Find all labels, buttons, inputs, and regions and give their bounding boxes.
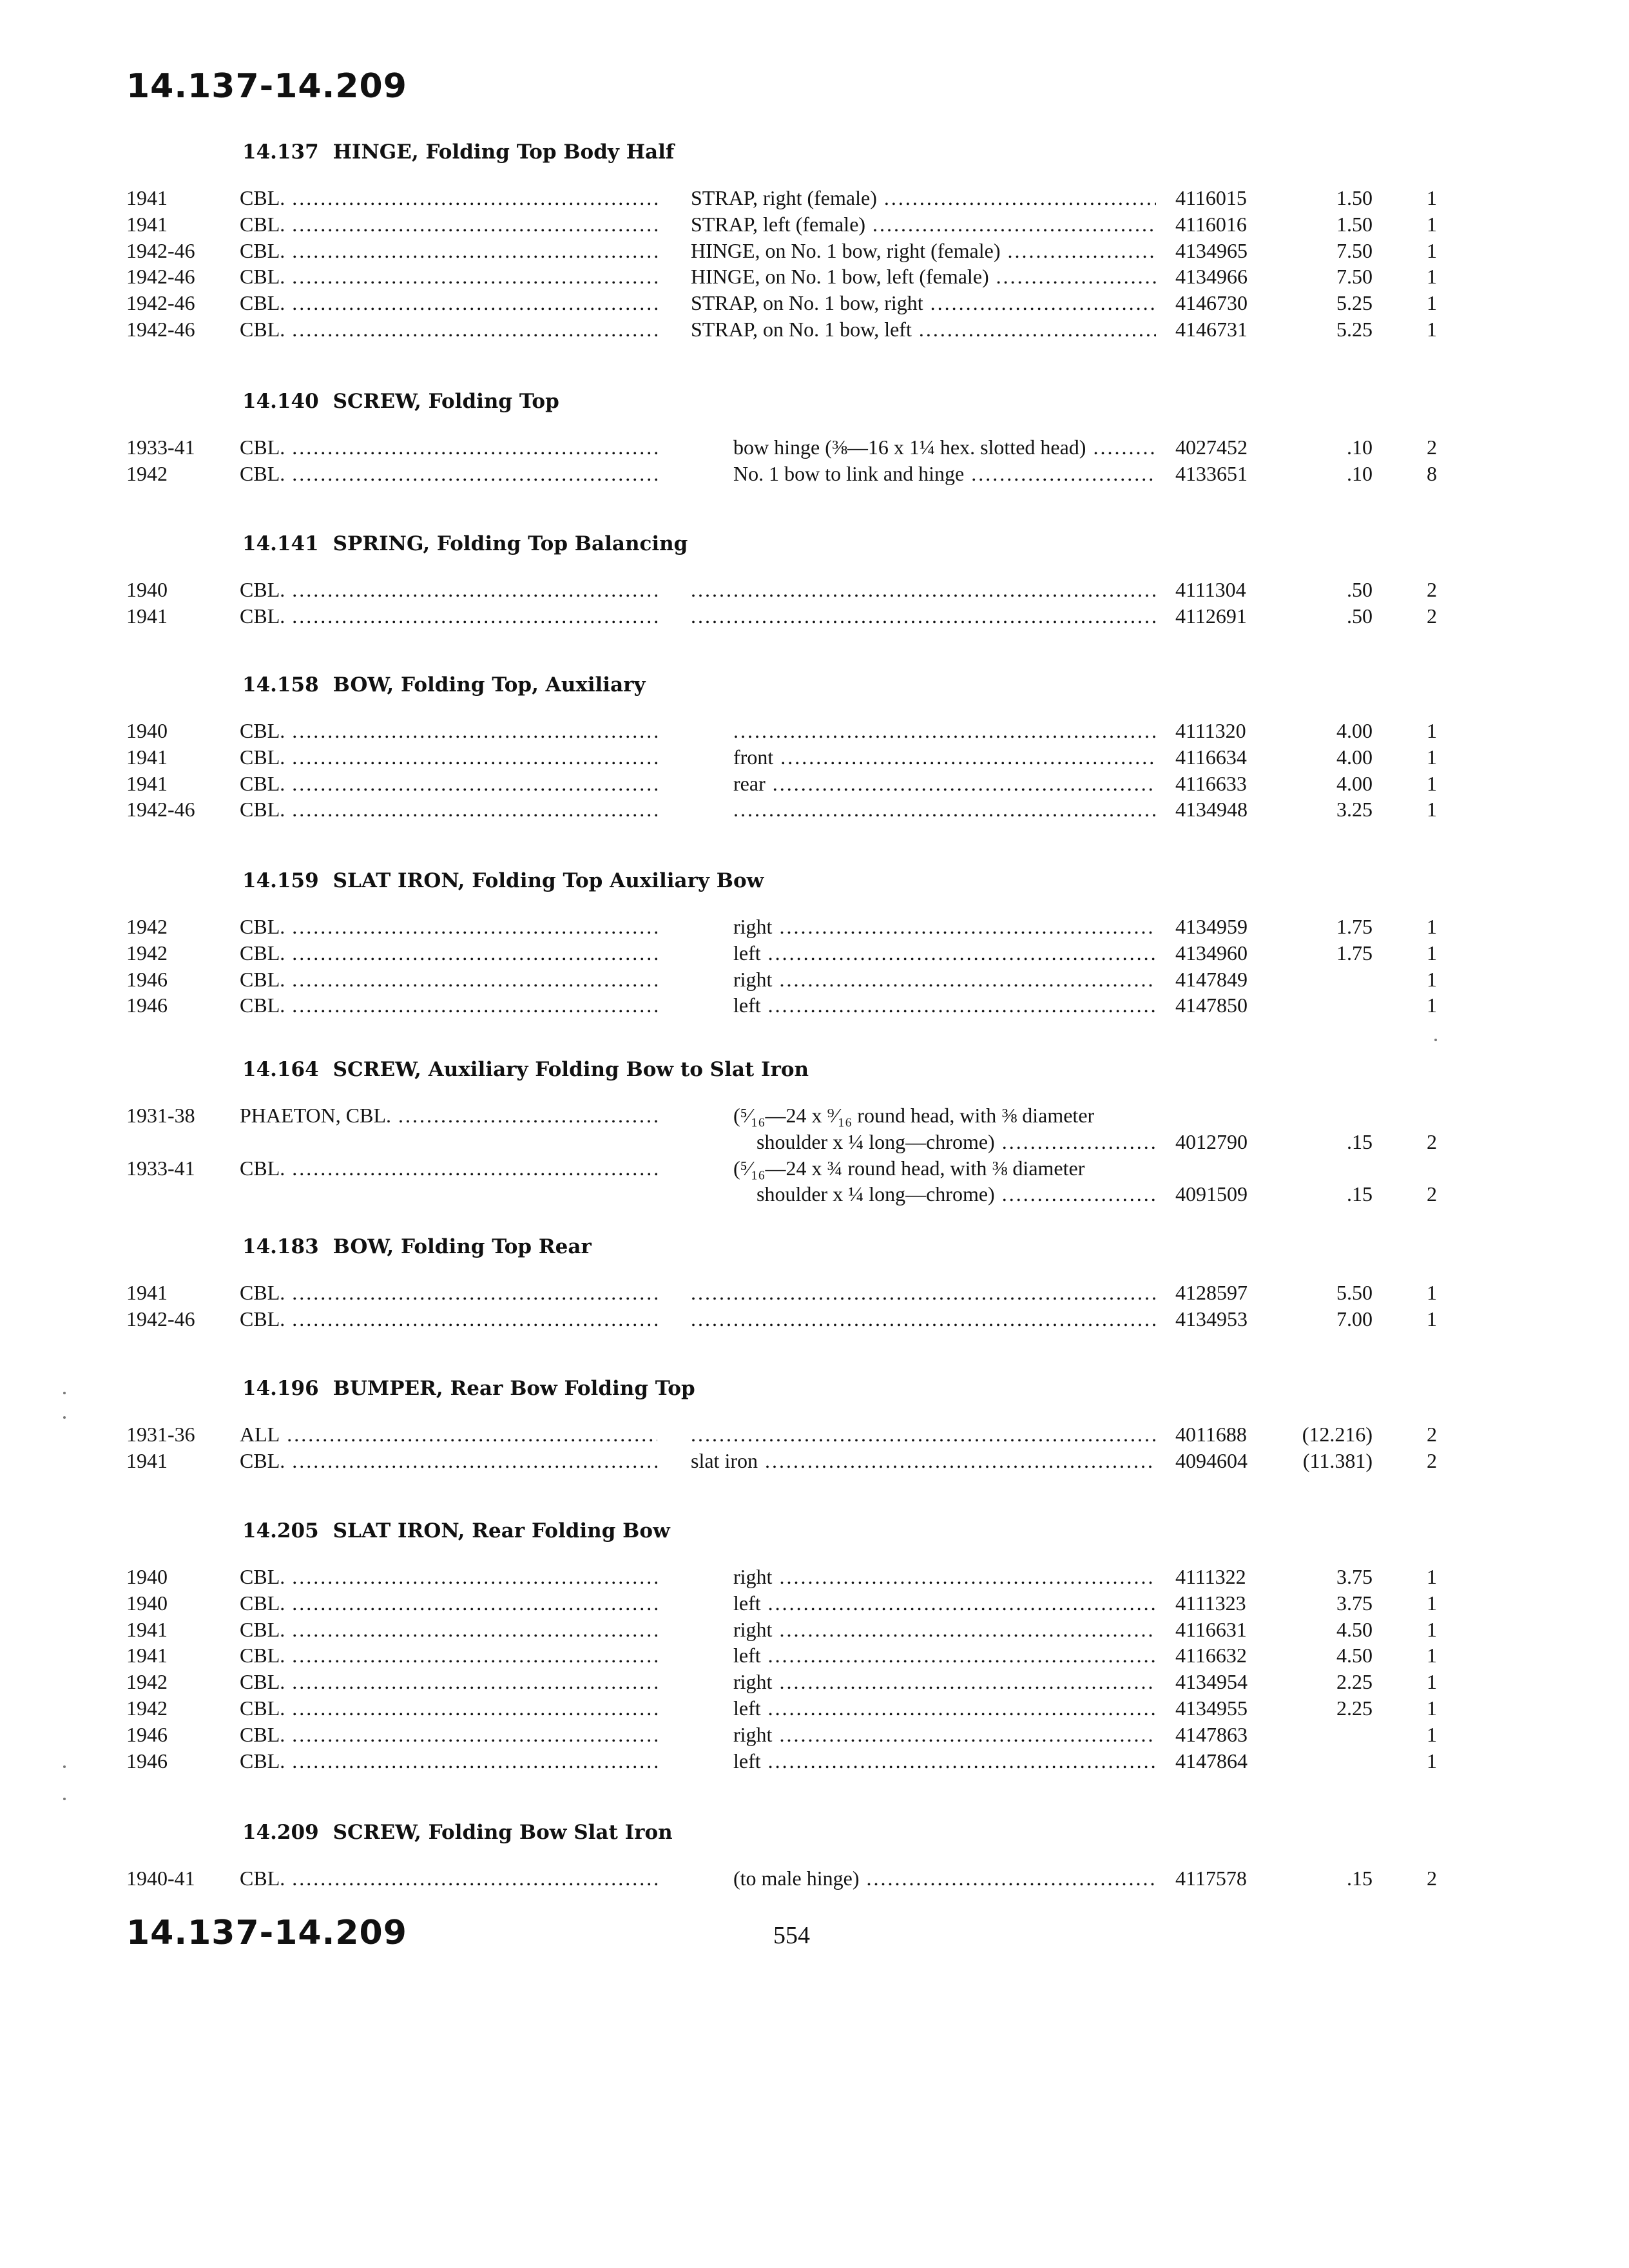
year-cell: 1941 <box>126 745 168 769</box>
year-cell: 1941 <box>126 1644 168 1667</box>
page-number: 554 <box>773 1922 810 1949</box>
price-cell: (12.216) <box>1302 1423 1373 1446</box>
quantity-cell: 1 <box>1427 238 1437 262</box>
part-number-cell: 4116634 <box>1175 745 1247 769</box>
section-number: 14.159 <box>242 869 319 892</box>
model-cell: CBL. ..... <box>240 237 657 264</box>
table-row <box>0 1563 1629 1590</box>
description-cell: right ..... <box>733 1721 1156 1748</box>
description-cell <box>733 717 1156 744</box>
table-row <box>0 796 1629 823</box>
section-number: 14.137 <box>242 140 319 164</box>
part-number-cell: 4146730 <box>1175 291 1248 315</box>
model-cell: CBL. ..... <box>240 1447 657 1474</box>
table-row <box>0 1102 1629 1129</box>
model-cell: CBL. ..... <box>240 913 657 940</box>
description-cell: HINGE, on No. 1 bow, right (female) ..... <box>691 237 1156 264</box>
quantity-cell: 1 <box>1427 1749 1437 1773</box>
price-cell: 4.50 <box>1336 1617 1373 1641</box>
part-number-cell: 4134955 <box>1175 1696 1248 1720</box>
description-cell: HINGE, on No. 1 bow, left (female) ..... <box>691 263 1156 290</box>
part-number-cell: 4111323 <box>1175 1591 1246 1615</box>
description-cell: slat iron ..... <box>691 1447 1156 1474</box>
section-name: BUMPER, Rear Bow Folding Top <box>333 1377 695 1400</box>
part-number-cell: 4134954 <box>1175 1670 1248 1694</box>
quantity-cell: 2 <box>1427 1448 1437 1472</box>
year-cell: 1940 <box>126 1591 168 1615</box>
quantity-cell: 1 <box>1427 771 1437 795</box>
price-cell: .15 <box>1347 1182 1373 1206</box>
quantity-cell: 1 <box>1427 291 1437 315</box>
table-row <box>0 992 1629 1019</box>
year-cell: 1942 <box>126 941 168 965</box>
year-cell: 1941 <box>126 1448 168 1472</box>
table-row <box>0 939 1629 966</box>
section-title <box>242 1235 592 1258</box>
description-cell: right ..... <box>733 966 1156 993</box>
description-cell: front ..... <box>733 744 1156 771</box>
price-cell: (11.381) <box>1302 1448 1373 1472</box>
model-cell: CBL. ..... <box>240 796 657 823</box>
part-number-cell: 4134965 <box>1175 238 1248 262</box>
table-row <box>0 913 1629 940</box>
table-row <box>0 1695 1629 1722</box>
price-cell: 7.00 <box>1336 1307 1373 1331</box>
description-cell: left ..... <box>733 1747 1156 1774</box>
part-number-cell: 4133651 <box>1175 461 1248 485</box>
section-name: SCREW, Folding Bow Slat Iron <box>333 1821 673 1844</box>
part-number-cell: 4147864 <box>1175 1749 1248 1773</box>
table-row <box>0 744 1629 771</box>
quantity-cell: 8 <box>1427 461 1437 485</box>
table-row <box>0 460 1629 487</box>
year-cell: 1942-46 <box>126 1307 195 1331</box>
section-title <box>242 140 674 164</box>
model-cell: PHAETON, CBL. ..... <box>240 1102 657 1129</box>
year-cell: 1942-46 <box>126 265 195 289</box>
model-cell: CBL. ..... <box>240 1279 657 1306</box>
table-row <box>0 717 1629 744</box>
model-cell: CBL. ..... <box>240 1695 657 1722</box>
description-cell: STRAP, left (female) ..... <box>691 211 1156 238</box>
table-row <box>0 1421 1629 1448</box>
table-row-continued <box>0 1180 1629 1207</box>
quantity-cell: 1 <box>1427 1670 1437 1694</box>
description-cell <box>691 1279 1156 1306</box>
model-cell: CBL. ..... <box>240 1305 657 1332</box>
table-row <box>0 184 1629 211</box>
quantity-cell: 1 <box>1427 1307 1437 1331</box>
table-row <box>0 1590 1629 1617</box>
table-row <box>0 263 1629 290</box>
price-cell: .50 <box>1347 604 1373 628</box>
description-cell: right ..... <box>733 1616 1156 1643</box>
year-cell: 1940 <box>126 719 168 742</box>
description-cell: bow hinge (⅜—16 x 1¼ hex. slotted head) ..... <box>733 434 1156 461</box>
quantity-cell: 1 <box>1427 212 1437 236</box>
table-row <box>0 602 1629 629</box>
part-number-cell: 4134948 <box>1175 798 1248 822</box>
price-cell: 4.00 <box>1336 719 1373 742</box>
model-cell: CBL. ..... <box>240 1642 657 1669</box>
part-number-cell: 4012790 <box>1175 1129 1248 1153</box>
description-cell: left ..... <box>733 939 1156 966</box>
part-number-cell: 4111304 <box>1175 578 1246 601</box>
year-cell: 1942-46 <box>126 798 195 822</box>
model-cell: CBL. ..... <box>240 1563 657 1590</box>
year-cell: 1941 <box>126 212 168 236</box>
description-cell: right ..... <box>733 913 1156 940</box>
section-number: 14.205 <box>242 1519 319 1542</box>
part-number-cell: 4147863 <box>1175 1722 1248 1746</box>
price-cell: 3.75 <box>1336 1591 1373 1615</box>
year-cell: 1941 <box>126 1617 168 1641</box>
quantity-cell: 1 <box>1427 1591 1437 1615</box>
section-title <box>242 1058 809 1081</box>
year-cell: 1940-41 <box>126 1867 195 1890</box>
quantity-cell: 1 <box>1427 1617 1437 1641</box>
model-cell: CBL. ..... <box>240 992 657 1019</box>
table-row <box>0 576 1629 603</box>
part-number-cell: 4011688 <box>1175 1423 1247 1446</box>
model-cell: CBL. ..... <box>240 1865 657 1892</box>
price-cell: 1.50 <box>1336 212 1373 236</box>
year-cell: 1942-46 <box>126 238 195 262</box>
model-cell: CBL. ..... <box>240 1616 657 1643</box>
table-row <box>0 1747 1629 1774</box>
quantity-cell: 2 <box>1427 604 1437 628</box>
section-number: 14.141 <box>242 532 319 555</box>
quantity-cell: 1 <box>1427 1565 1437 1588</box>
quantity-cell: 1 <box>1427 967 1437 991</box>
price-cell: .50 <box>1347 578 1373 601</box>
section-name: BOW, Folding Top Rear <box>333 1235 592 1258</box>
quantity-cell: 1 <box>1427 1722 1437 1746</box>
quantity-cell: 1 <box>1427 1644 1437 1667</box>
model-cell: CBL. ..... <box>240 939 657 966</box>
description-cell: (⁵⁄₁₆—24 x ⁹⁄₁₆ round head, with ⅜ diameter <box>733 1104 1095 1127</box>
price-cell: .15 <box>1347 1129 1373 1153</box>
price-cell: 5.25 <box>1336 291 1373 315</box>
part-number-cell: 4111322 <box>1175 1565 1246 1588</box>
price-cell: 2.25 <box>1336 1670 1373 1694</box>
table-row <box>0 289 1629 316</box>
table-row <box>0 1721 1629 1748</box>
part-number-cell: 4111320 <box>1175 719 1246 742</box>
model-cell: CBL. ..... <box>240 211 657 238</box>
year-cell: 1941 <box>126 771 168 795</box>
table-row <box>0 1668 1629 1695</box>
table-row <box>0 1155 1629 1182</box>
description-cell: STRAP, on No. 1 bow, right ..... <box>691 289 1156 316</box>
description-cell <box>691 1305 1156 1332</box>
quantity-cell: 1 <box>1427 745 1437 769</box>
section-name: HINGE, Folding Top Body Half <box>333 140 675 164</box>
model-cell: CBL. ..... <box>240 576 657 603</box>
quantity-cell: 1 <box>1427 798 1437 822</box>
year-cell: 1946 <box>126 1722 168 1746</box>
part-number-cell: 4116016 <box>1175 212 1247 236</box>
model-cell: CBL. ..... <box>240 966 657 993</box>
year-cell: 1946 <box>126 994 168 1017</box>
section-title <box>242 1519 670 1542</box>
model-cell: ALL ..... <box>240 1421 657 1448</box>
description-cell: No. 1 bow to link and hinge ..... <box>733 460 1156 487</box>
model-cell: CBL. ..... <box>240 1590 657 1617</box>
part-number-cell: 4128597 <box>1175 1281 1248 1304</box>
section-name: SLAT IRON, Folding Top Auxiliary Bow <box>333 869 764 892</box>
year-cell: 1942-46 <box>126 318 195 341</box>
price-cell: 4.50 <box>1336 1644 1373 1667</box>
year-cell: 1933-41 <box>126 1156 195 1180</box>
model-cell: CBL. ..... <box>240 1721 657 1748</box>
quantity-cell: 2 <box>1427 1867 1437 1890</box>
year-cell: 1942 <box>126 915 168 938</box>
part-number-cell: 4134966 <box>1175 265 1248 289</box>
table-row <box>0 1642 1629 1669</box>
quantity-cell: 1 <box>1427 318 1437 341</box>
table-row <box>0 1447 1629 1474</box>
table-row <box>0 966 1629 993</box>
part-number-cell: 4134960 <box>1175 941 1248 965</box>
section-number: 14.196 <box>242 1377 319 1400</box>
quantity-cell: 2 <box>1427 1182 1437 1206</box>
model-cell: CBL. ..... <box>240 1668 657 1695</box>
year-cell: 1940 <box>126 578 168 601</box>
model-cell: CBL. ..... <box>240 289 657 316</box>
year-cell: 1940 <box>126 1565 168 1588</box>
description-cell: right ..... <box>733 1668 1156 1695</box>
year-cell: 1946 <box>126 967 168 991</box>
model-cell: CBL. ..... <box>240 434 657 461</box>
model-cell: CBL. ..... <box>240 1155 657 1182</box>
part-number-cell: 4116632 <box>1175 1644 1247 1667</box>
model-cell: CBL. ..... <box>240 316 657 343</box>
section-name: SCREW, Auxiliary Folding Bow to Slat Iron <box>333 1058 809 1081</box>
table-row <box>0 434 1629 461</box>
quantity-cell: 1 <box>1427 915 1437 938</box>
quantity-cell: 2 <box>1427 578 1437 601</box>
quantity-cell: 1 <box>1427 1696 1437 1720</box>
year-cell: 1941 <box>126 186 168 209</box>
section-title <box>242 869 764 892</box>
description-cell: left ..... <box>733 992 1156 1019</box>
year-cell: 1941 <box>126 604 168 628</box>
year-cell: 1931-38 <box>126 1104 195 1127</box>
quantity-cell: 1 <box>1427 265 1437 289</box>
description-cell: left ..... <box>733 1642 1156 1669</box>
scan-speck <box>63 1392 66 1394</box>
model-cell: CBL. ..... <box>240 717 657 744</box>
part-number-cell: 4091509 <box>1175 1182 1248 1206</box>
description-cell <box>733 796 1156 823</box>
part-number-cell: 4116633 <box>1175 771 1247 795</box>
model-cell: CBL. ..... <box>240 460 657 487</box>
price-cell: 2.25 <box>1336 1696 1373 1720</box>
price-cell: 5.25 <box>1336 318 1373 341</box>
year-cell: 1946 <box>126 1749 168 1773</box>
description-cell <box>691 1421 1156 1448</box>
table-row <box>0 1616 1629 1643</box>
price-cell: .10 <box>1347 436 1373 459</box>
part-number-cell: 4116631 <box>1175 1617 1247 1641</box>
section-title <box>242 390 559 413</box>
part-number-cell: 4146731 <box>1175 318 1248 341</box>
part-number-cell: 4134959 <box>1175 915 1248 938</box>
section-title <box>242 1821 673 1844</box>
part-number-cell: 4112691 <box>1175 604 1247 628</box>
scan-speck <box>63 1765 66 1768</box>
description-cell: left ..... <box>733 1695 1156 1722</box>
section-number: 14.183 <box>242 1235 319 1258</box>
section-name: SLAT IRON, Rear Folding Bow <box>333 1519 670 1542</box>
quantity-cell: 1 <box>1427 186 1437 209</box>
section-name: SCREW, Folding Top <box>333 390 559 413</box>
section-name: BOW, Folding Top, Auxiliary <box>333 673 646 697</box>
description-cell: left ..... <box>733 1590 1156 1617</box>
quantity-cell: 2 <box>1427 436 1437 459</box>
year-cell: 1942 <box>126 1696 168 1720</box>
part-number-cell: 4116015 <box>1175 186 1247 209</box>
section-title <box>242 673 646 697</box>
quantity-cell: 2 <box>1427 1423 1437 1446</box>
part-number-cell: 4134953 <box>1175 1307 1248 1331</box>
description-cell-continued: shoulder x ¼ long—chrome) ..... <box>757 1180 1156 1207</box>
section-title <box>242 532 688 555</box>
scan-speck <box>1434 1039 1437 1041</box>
year-cell: 1942 <box>126 1670 168 1694</box>
part-number-cell: 4094604 <box>1175 1448 1248 1472</box>
price-cell: .10 <box>1347 461 1373 485</box>
year-cell: 1942 <box>126 461 168 485</box>
description-cell: (⁵⁄₁₆—24 x ¾ round head, with ⅜ diameter <box>733 1156 1085 1180</box>
year-cell: 1942-46 <box>126 291 195 315</box>
quantity-cell: 2 <box>1427 1129 1437 1153</box>
model-cell: CBL. ..... <box>240 263 657 290</box>
section-number: 14.164 <box>242 1058 319 1081</box>
price-cell: 4.00 <box>1336 745 1373 769</box>
model-cell: CBL. ..... <box>240 602 657 629</box>
price-cell: 3.25 <box>1336 798 1373 822</box>
model-cell: CBL. ..... <box>240 744 657 771</box>
quantity-cell: 1 <box>1427 719 1437 742</box>
table-row <box>0 1865 1629 1892</box>
price-cell: 7.50 <box>1336 238 1373 262</box>
quantity-cell: 1 <box>1427 941 1437 965</box>
part-number-cell: 4147849 <box>1175 967 1248 991</box>
price-cell: 1.75 <box>1336 941 1373 965</box>
description-cell-continued: shoulder x ¼ long—chrome) ..... <box>757 1128 1156 1155</box>
model-cell: CBL. ..... <box>240 184 657 211</box>
table-row <box>0 770 1629 797</box>
description-cell <box>691 576 1156 603</box>
price-cell: 3.75 <box>1336 1565 1373 1588</box>
table-row <box>0 211 1629 238</box>
quantity-cell: 1 <box>1427 1281 1437 1304</box>
price-cell: 1.75 <box>1336 915 1373 938</box>
scan-speck <box>63 1416 66 1419</box>
table-row-continued <box>0 1128 1629 1155</box>
price-cell: 7.50 <box>1336 265 1373 289</box>
section-number: 14.158 <box>242 673 319 697</box>
part-number-cell: 4027452 <box>1175 436 1248 459</box>
description-cell <box>691 602 1156 629</box>
section-title <box>242 1377 695 1400</box>
description-cell: rear ..... <box>733 770 1156 797</box>
price-cell: 5.50 <box>1336 1281 1373 1304</box>
part-number-cell: 4117578 <box>1175 1867 1247 1890</box>
price-cell: 4.00 <box>1336 771 1373 795</box>
table-row <box>0 316 1629 343</box>
year-cell: 1931-36 <box>126 1423 195 1446</box>
price-cell: .15 <box>1347 1867 1373 1890</box>
section-number: 14.140 <box>242 390 319 413</box>
description-cell: (to male hinge) ..... <box>733 1865 1156 1892</box>
scan-speck <box>63 1798 66 1800</box>
price-cell: 1.50 <box>1336 186 1373 209</box>
section-name: SPRING, Folding Top Balancing <box>333 532 688 555</box>
part-number-cell: 4147850 <box>1175 994 1248 1017</box>
page-footer-range: 14.137-14.209 <box>126 1914 407 1952</box>
model-cell: CBL. ..... <box>240 770 657 797</box>
description-cell: STRAP, on No. 1 bow, left ..... <box>691 316 1156 343</box>
model-cell: CBL. ..... <box>240 1747 657 1774</box>
table-row <box>0 1305 1629 1332</box>
section-number: 14.209 <box>242 1821 319 1844</box>
year-cell: 1933-41 <box>126 436 195 459</box>
table-row <box>0 1279 1629 1306</box>
quantity-cell: 1 <box>1427 994 1437 1017</box>
description-cell: STRAP, right (female) ..... <box>691 184 1156 211</box>
year-cell: 1941 <box>126 1281 168 1304</box>
table-row <box>0 237 1629 264</box>
description-cell: right ..... <box>733 1563 1156 1590</box>
page-header-range: 14.137-14.209 <box>126 67 407 106</box>
